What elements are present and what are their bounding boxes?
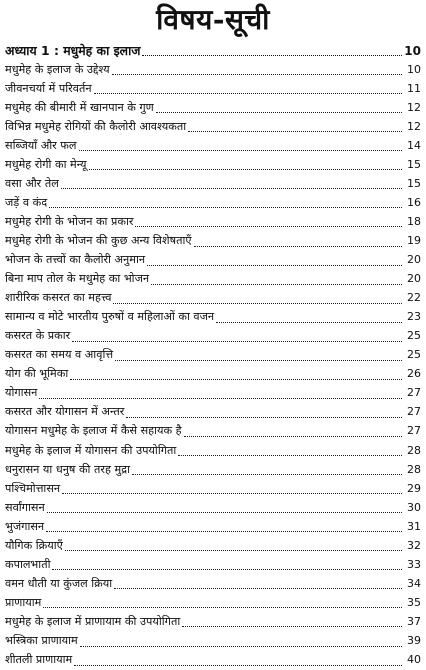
toc-entry[interactable] [0, 384, 426, 403]
toc-entry-page-number: 31 [407, 519, 421, 533]
toc-entry-page-number: 23 [407, 310, 421, 324]
dot-leader [79, 150, 402, 151]
dot-leader [126, 417, 402, 418]
dot-leader [113, 303, 402, 304]
toc-entry-label: शारीरिक कसरत का महत्त्व [5, 291, 112, 305]
toc-list [0, 41, 426, 670]
toc-entry-page-number: 27 [407, 424, 421, 438]
toc-entry[interactable] [0, 460, 426, 479]
toc-entry[interactable] [0, 327, 426, 346]
toc-entry-page-number: 19 [407, 233, 421, 247]
toc-entry-page-number: 20 [407, 272, 421, 286]
toc-entry[interactable] [0, 574, 426, 593]
toc-entry[interactable] [0, 346, 426, 365]
toc-entry-page-number: 28 [407, 443, 421, 457]
dot-leader [194, 246, 402, 247]
toc-entry-page-number: 16 [407, 195, 421, 209]
dot-leader [70, 379, 402, 380]
toc-entry-label: मधुमेह के इलाज में योगासन की उपयोगिता [5, 443, 177, 457]
toc-entry-page-number: 18 [407, 214, 421, 228]
toc-entry-label: मधुमेह रोगी का मेन्यू [5, 157, 87, 171]
dot-leader [80, 646, 402, 647]
toc-entry[interactable] [0, 98, 426, 117]
toc-entry-label: सर्वांगासन [5, 500, 45, 514]
dot-leader [62, 493, 402, 494]
dot-leader [43, 607, 402, 608]
toc-entry-label: योगासन [5, 386, 38, 400]
toc-entry-page-number: 35 [407, 595, 421, 609]
dot-leader [188, 131, 402, 132]
toc-entry[interactable] [0, 403, 426, 422]
toc-entry[interactable] [0, 631, 426, 650]
toc-entry-page-number: 15 [407, 176, 421, 190]
chapter-heading-row[interactable] [0, 41, 426, 60]
dot-leader [61, 188, 402, 189]
toc-entry-page-number: 14 [407, 138, 421, 152]
toc-entry[interactable] [0, 422, 426, 441]
toc-entry-page-number: 25 [407, 329, 421, 343]
toc-entry[interactable] [0, 365, 426, 384]
toc-entry[interactable] [0, 60, 426, 79]
dot-leader [178, 455, 402, 456]
dot-leader [114, 588, 402, 589]
toc-entry[interactable] [0, 441, 426, 460]
dot-leader [115, 360, 402, 361]
dot-leader [72, 341, 402, 342]
toc-entry-label: मधुमेह के इलाज में प्राणायाम की उपयोगिता [5, 614, 181, 628]
toc-entry[interactable] [0, 651, 426, 670]
toc-entry[interactable] [0, 308, 426, 327]
toc-entry-label: वसा और तेल [5, 176, 59, 190]
chapter-heading: अध्याय 1 : मधुमेह का इलाज [5, 42, 141, 58]
toc-entry[interactable] [0, 155, 426, 174]
toc-entry-page-number: 26 [407, 367, 421, 381]
toc-entry[interactable] [0, 536, 426, 555]
toc-entry-page-number: 30 [407, 500, 421, 514]
dot-leader [94, 93, 402, 94]
toc-entry-label: धनुरासन या धनुष की तरह मुद्रा [5, 462, 130, 476]
toc-entry-page-number: 27 [407, 386, 421, 400]
dot-leader [216, 322, 402, 323]
toc-entry-label: सब्जियाँ और फल [5, 138, 77, 152]
toc-entry-label: सामान्य व मोटे भारतीय पुरुषों व महिलाओं का वजन [5, 310, 215, 324]
toc-entry-page-number: 12 [407, 119, 421, 133]
toc-entry-page-number: 28 [407, 462, 421, 476]
toc-entry-label: विभिन्न मधुमेह रोगियों की कैलोरी आवश्यकता [5, 119, 187, 133]
toc-entry-page-number: 33 [407, 557, 421, 571]
toc-entry-label: भस्त्रिका प्राणायाम [5, 633, 78, 647]
dot-leader [132, 474, 402, 475]
dot-leader [182, 626, 402, 627]
toc-entry[interactable] [0, 251, 426, 270]
dot-leader [39, 398, 402, 399]
toc-entry[interactable] [0, 593, 426, 612]
toc-entry[interactable] [0, 193, 426, 212]
dot-leader [89, 169, 402, 170]
dot-leader [156, 112, 402, 113]
toc-entry-page-number: 11 [407, 81, 421, 95]
toc-entry[interactable] [0, 517, 426, 536]
toc-entry-label: मधुमेह रोगी के भोजन का प्रकार [5, 214, 134, 228]
dot-leader [47, 512, 402, 513]
toc-entry-page-number: 39 [407, 633, 421, 647]
toc-entry-page-number: 34 [407, 576, 421, 590]
toc-entry[interactable] [0, 270, 426, 289]
toc-entry-label: मधुमेह के इलाज के उद्देश्य [5, 62, 110, 76]
toc-entry-page-number: 10 [407, 62, 421, 76]
dot-leader [142, 55, 402, 56]
toc-entry-label: यौगिक क्रियाएँ [5, 538, 63, 552]
toc-entry[interactable] [0, 612, 426, 631]
toc-entry-label: मधुमेह की बीमारी में खानपान के गुण [5, 100, 154, 114]
toc-entry-page-number: 32 [407, 538, 421, 552]
toc-entry-label: प्राणायाम [5, 595, 42, 609]
toc-entry-label: कसरत के प्रकार [5, 329, 71, 343]
dot-leader [184, 436, 402, 437]
dot-leader [151, 284, 402, 285]
toc-entry[interactable] [0, 289, 426, 308]
toc-entry-label: मधुमेह रोगी के भोजन की कुछ अन्य विशेषताएँ [5, 233, 192, 247]
toc-entry[interactable] [0, 174, 426, 193]
toc-entry[interactable] [0, 231, 426, 250]
toc-entry[interactable] [0, 498, 426, 517]
dot-leader [49, 207, 402, 208]
dot-leader [112, 74, 402, 75]
dot-leader [46, 531, 402, 532]
dot-leader [65, 550, 402, 551]
toc-entry-page-number: 37 [407, 614, 421, 628]
toc-entry-page-number: 12 [407, 100, 421, 114]
toc-entry[interactable] [0, 136, 426, 155]
toc-entry-label: कसरत का समय व आवृत्ति [5, 348, 114, 362]
toc-entry-page-number: 20 [407, 253, 421, 267]
toc-entry-page-number: 25 [407, 348, 421, 362]
toc-entry[interactable] [0, 555, 426, 574]
dot-leader [52, 569, 402, 570]
toc-entry-label: योगासन मधुमेह के इलाज में कैसे सहायक है [5, 424, 182, 438]
toc-entry-page-number: 40 [407, 653, 421, 667]
toc-entry-label: शीतली प्राणायाम [5, 653, 73, 667]
toc-entry-label: जीवनचर्या में परिवर्तन [5, 81, 92, 95]
toc-entry[interactable] [0, 117, 426, 136]
toc-entry-page-number: 29 [407, 481, 421, 495]
toc-entry-label: वमन धौती या कुंजल क्रिया [5, 576, 113, 590]
toc-entry-page-number: 22 [407, 291, 421, 305]
page-title: विषय-सूची [156, 3, 270, 36]
toc-entry-label: भोजन के तत्त्वों का कैलोरी अनुमान [5, 253, 146, 267]
dot-leader [135, 226, 402, 227]
chapter-page-number: 10 [404, 43, 421, 58]
toc-entry-page-number: 27 [407, 405, 421, 419]
toc-entry[interactable] [0, 212, 426, 231]
toc-entry-label: बिना माप तोल के मधुमेह का भोजन [5, 272, 150, 286]
dot-leader [147, 265, 402, 266]
dot-leader [74, 665, 402, 666]
toc-entry-label: योग की भूमिका [5, 367, 69, 381]
toc-entry-label: भुजंगासन [5, 519, 45, 533]
toc-entry[interactable] [0, 79, 426, 98]
toc-entry[interactable] [0, 479, 426, 498]
toc-entry-label: कपालभाती [5, 557, 51, 571]
toc-entry-label: कसरत और योगासन में अन्तर [5, 405, 125, 419]
toc-entry-page-number: 15 [407, 157, 421, 171]
toc-entry-label: पश्चिमोत्तासन [5, 481, 61, 495]
toc-entry-label: जड़ें व कंद [5, 195, 48, 209]
